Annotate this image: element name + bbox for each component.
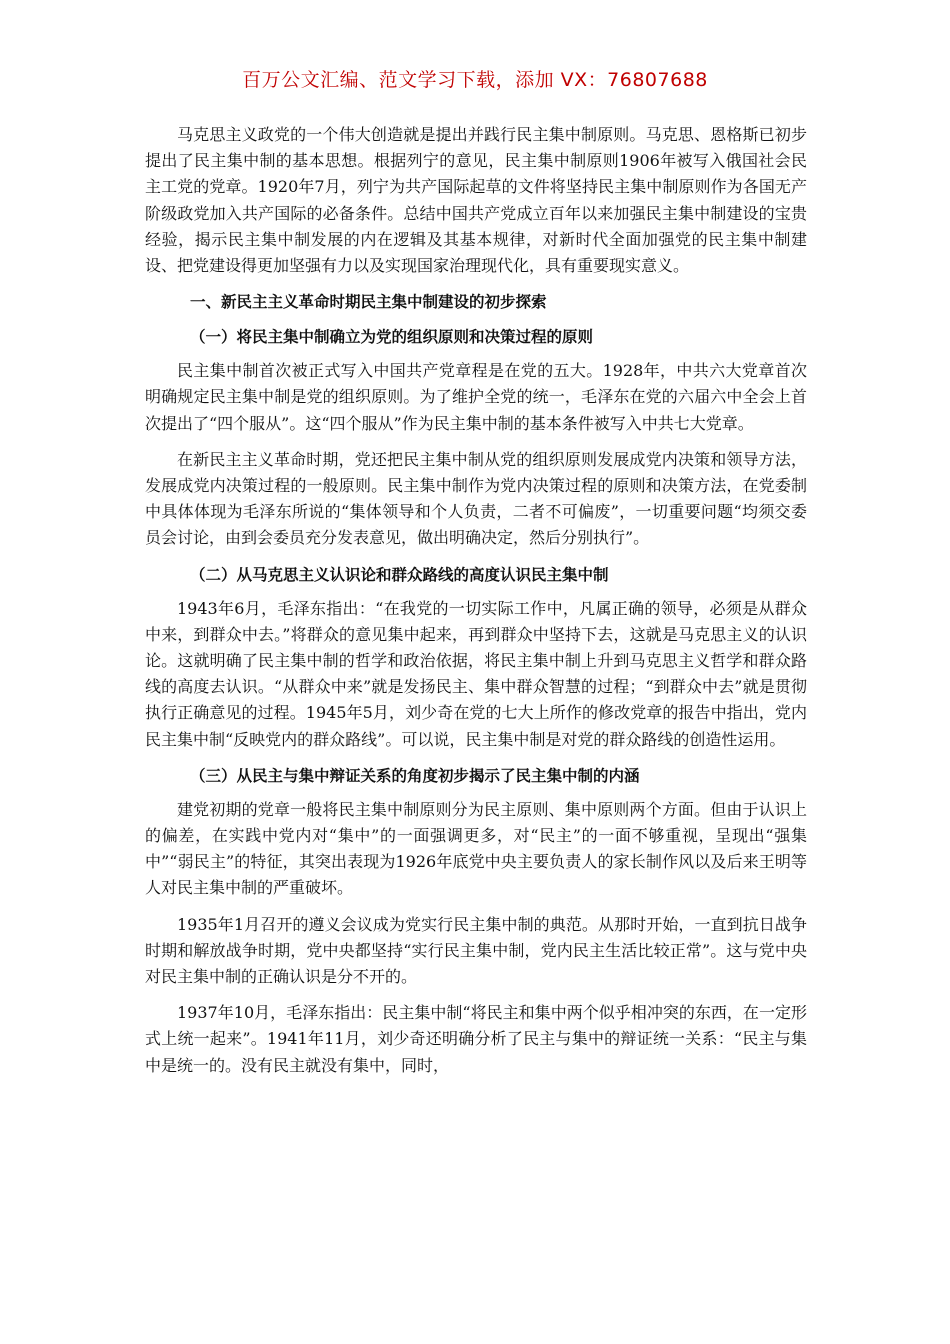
subsection-3-paragraph-3: 1937年10月，毛泽东指出：民主集中制“将民主和集中两个似乎相冲突的东西，在一定形式上统一起来”。1941年11月，刘少奇还明确分析了民主与集中的辩证统一关系：“民主与集中是统一的。没有民主就没有集中，同时， (145, 1003, 807, 1075)
intro-paragraph: 马克思主义政党的一个伟大创造就是提出并践行民主集中制原则。马克思、恩格斯已初步提出了民主集中制的基本思想。根据列宁的意见，民主集中制原则1906年被写入俄国社会民主工党的党章。1920年7月，列宁为共产国际起草的文件将坚持民主集中制原则作为各国无产阶级政党加入共产国际的必备条件。总结中国共产党成立百年以来加强民主集中制建设的宝贵经验，揭示民主集中制发展的内在逻辑及其基本规律，对新时代全面加强党的民主集中制建设、把党建设得更加坚强有力以及实现国家治理现代化，具有重要现实意义。 (145, 125, 807, 276)
subsection-3-paragraph-2: 1935年1月召开的遵义会议成为党实行民主集中制的典范。从那时开始，一直到抗日战争时期和解放战争时期，党中央都坚持“实行民主集中制，党内民主生活比较正常”。这与党中央对民主集中制的正确认识是分不开的。 (145, 914, 807, 987)
subsection-2-paragraph-1: 1943年6月，毛泽东指出：“在我党的一切实际工作中，凡属正确的领导，必须是从群众中来，到群众中去。”将群众的意见集中起来，再到群众中坚持下去，这就是马克思主义的认识论。这就明确了民主集中制的哲学和政治依据，将民主集中制上升到马克思主义哲学和群众路线的高度去认识。“从群众中来”就是发扬民主、集中群众智慧的过程；“到群众中去”就是贯彻执行正确意见的过程。1945年5月，刘少奇在党的七大上所作的修改党章的报告中指出，党内民主集中制“反映党内的群众路线”。可以说，民主集中制是对党的群众路线的创造性运用。 (145, 598, 807, 749)
watermark-header: 百万公文汇编、范文学习下载，添加 VX：76807688 (242, 69, 708, 91)
subsection-2-title: （二）从马克思主义认识论和群众路线的高度认识民主集中制 (189, 565, 609, 584)
document-body (145, 122, 807, 1089)
subsection-1-paragraph-1: 民主集中制首次被正式写入中国共产党章程是在党的五大。1928年，中共六大党章首次明确规定民主集中制是党的组织原则。为了维护全党的统一，毛泽东在党的六届六中全会上首次提出了“四个服从”。这“四个服从”作为民主集中制的基本条件被写入中共七大党章。 (145, 361, 807, 433)
subsection-1-paragraph-2: 在新民主主义革命时期，党还把民主集中制从党的组织原则发展成党内决策和领导方法，发展成党内决策过程的一般原则。民主集中制作为党内决策过程的原则和决策方法，在党委制中具体体现为毛泽东所说的“集体领导和个人负责，二者不可偏废”，一切重要问题“均须交委员会讨论，由到会委员充分发表意见，做出明确决定，然后分别执行”。 (145, 449, 807, 548)
subsection-3-title: （三）从民主与集中辩证关系的角度初步揭示了民主集中制的内涵 (189, 766, 640, 785)
subsection-1-title: （一）将民主集中制确立为党的组织原则和决策过程的原则 (189, 328, 593, 347)
section-1-title: 一、新民主主义革命时期民主集中制建设的初步探索 (189, 293, 547, 312)
subsection-3-paragraph-1: 建党初期的党章一般将民主集中制原则分为民主原则、集中原则两个方面。但由于认识上的偏差，在实践中党内对“集中”的一面强调更多，对“民主”的一面不够重视，呈现出“强集中”“弱民主”的特征，其突出表现为1926年底党中央主要负责人的家长制作风以及后来王明等人对民主集中制的严重破坏。 (145, 799, 807, 898)
